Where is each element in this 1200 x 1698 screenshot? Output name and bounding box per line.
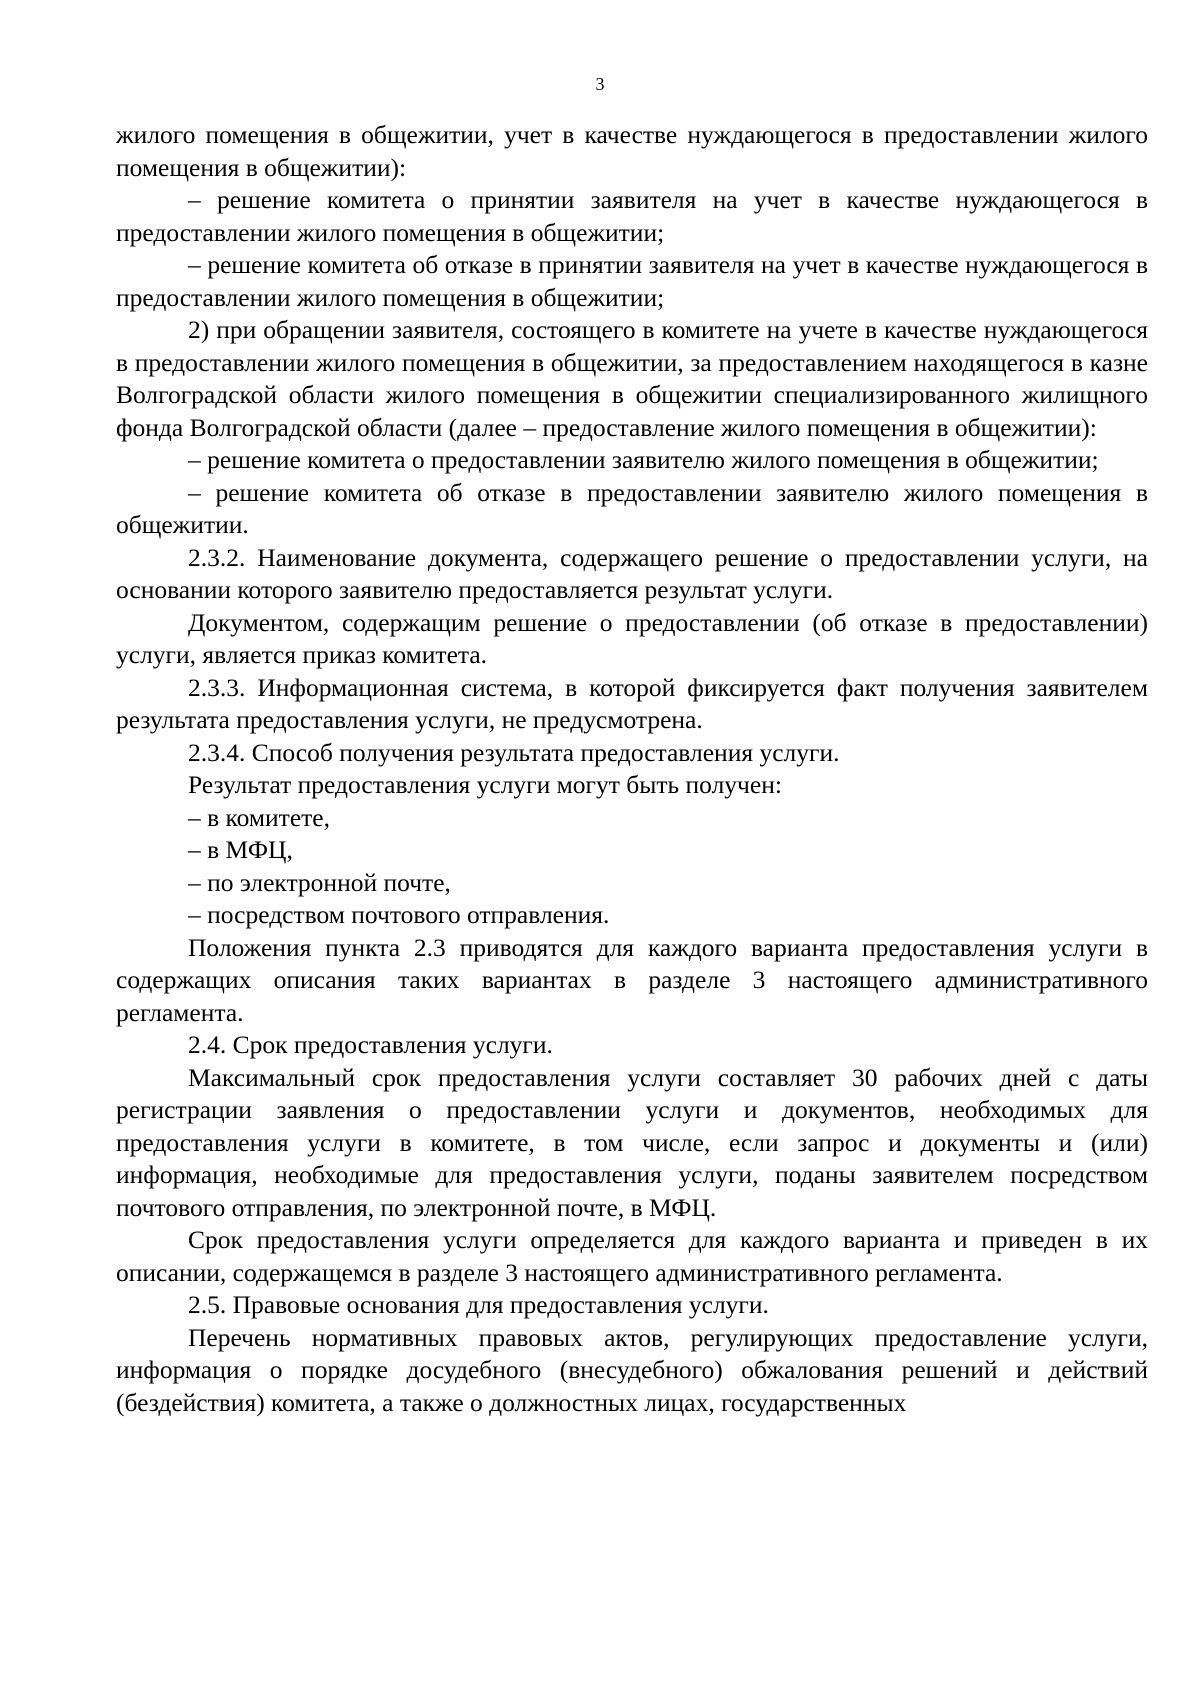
paragraph: Документом, содержащим решение о предоставлении (об отказе в предоставлении) услуги, является приказ комитета.: [116, 607, 1148, 669]
list-item: – в комитете,: [188, 802, 330, 832]
document-body: [116, 119, 1148, 1419]
paragraph: Максимальный срок предоставления услуги составляет 30 рабочих дней с даты регистрации заявления о предоставлении услуги и документов, необходимых для предоставления услуги в комитете, в том числе, если запрос и документы и (или) информация, необходимые для предоставления услуги, поданы заявителем посредством почтового отправления, по электронной почте, в МФЦ.: [116, 1062, 1148, 1222]
list-item: – по электронной почте,: [188, 867, 451, 897]
list-item: – решение комитета об отказе в предоставлении заявителю жилого помещения в общежитии.: [116, 477, 1148, 539]
paragraph: жилого помещения в общежитии, учет в качестве нуждающегося в предоставлении жилого помещения в общежитии):: [116, 120, 1148, 182]
paragraph: 2) при обращении заявителя, состоящего в комитете на учете в качестве нуждающегося в предоставлении жилого помещения в общежитии, за предоставлением находящегося в казне Волгоградской области жилого помещения в общежитии специализированного жилищного фонда Волгоградской области (далее – предоставление жилого помещения в общежитии):: [116, 315, 1148, 442]
section-heading: 2.3.3. Информационная система, в которой фиксируется факт получения заявителем результата предоставления услуги, не предусмотрена.: [116, 672, 1148, 734]
list-item: – посредством почтового отправления.: [188, 900, 610, 929]
paragraph: Положения пункта 2.3 приводятся для каждого варианта предоставления услуги в содержащих описания таких вариантах в разделе 3 настоящего административного регламента.: [116, 932, 1148, 1027]
section-heading: 2.3.2. Наименование документа, содержащего решение о предоставлении услуги, на основании которого заявителю предоставляется результат услуги.: [116, 542, 1148, 604]
section-heading: 2.5. Правовые основания для предоставления услуги.: [188, 1290, 769, 1319]
list-item: – в МФЦ,: [188, 835, 293, 864]
list-item: – решение комитета об отказе в принятии заявителя на учет в качестве нуждающегося в предоставлении жилого помещения в общежитии;: [116, 250, 1148, 312]
page-number: 3: [595, 74, 605, 94]
paragraph: Срок предоставления услуги определяется для каждого варианта и приведен в их описании, содержащемся в разделе 3 настоящего административного регламента.: [116, 1225, 1148, 1287]
paragraph: Результат предоставления услуги могут быть получен:: [188, 770, 782, 799]
list-item: – решение комитета о принятии заявителя на учет в качестве нуждающегося в предоставлении жилого помещения в общежитии;: [116, 185, 1148, 247]
section-heading: 2.4. Срок предоставления услуги.: [188, 1030, 553, 1059]
list-item: – решение комитета о предоставлении заявителю жилого помещения в общежитии;: [188, 445, 1099, 474]
paragraph: Перечень нормативных правовых актов, регулирующих предоставление услуги, информация о порядке досудебного (внесудебного) обжалования решений и действий (бездействия) комитета, а также о должностных лицах, государственных: [116, 1322, 1148, 1417]
section-heading: 2.3.4. Способ получения результата предоставления услуги.: [188, 737, 840, 767]
